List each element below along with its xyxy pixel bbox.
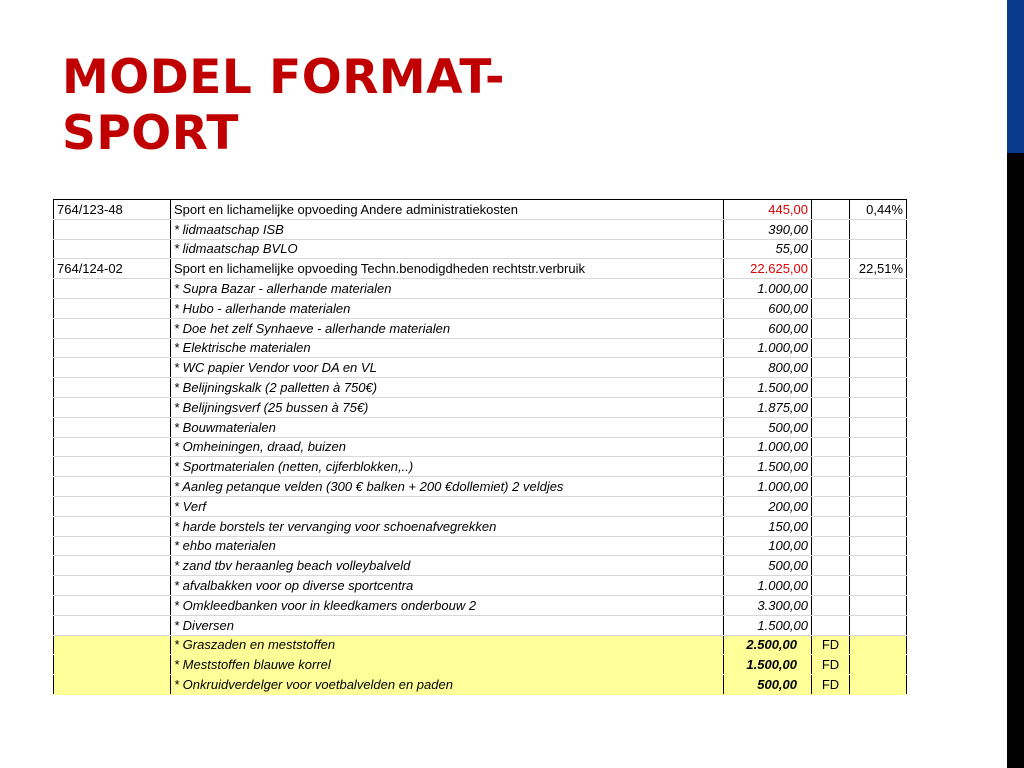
percentage-cell xyxy=(850,576,907,596)
flag-cell xyxy=(812,397,850,417)
amount-cell: 1.500,00 xyxy=(724,457,812,477)
account-code-cell xyxy=(54,279,171,299)
table-row xyxy=(54,615,907,635)
account-code-cell xyxy=(54,239,171,259)
flag-cell: FD xyxy=(812,635,850,655)
description-cell: * WC papier Vendor voor DA en VL xyxy=(171,358,724,378)
amount-cell: 390,00 xyxy=(724,219,812,239)
amount-cell: 55,00 xyxy=(724,239,812,259)
account-code-cell xyxy=(54,536,171,556)
flag-cell xyxy=(812,378,850,398)
account-code-cell xyxy=(54,338,171,358)
amount-cell: 1.000,00 xyxy=(724,338,812,358)
description-cell: * Diversen xyxy=(171,615,724,635)
flag-cell xyxy=(812,556,850,576)
account-code-cell xyxy=(54,615,171,635)
account-code-cell xyxy=(54,397,171,417)
description-cell: * Bouwmaterialen xyxy=(171,417,724,437)
description-cell: * Aanleg petanque velden (300 € balken + 200 €dollemiet) 2 veldjes xyxy=(171,477,724,497)
table-row xyxy=(54,595,907,615)
flag-cell xyxy=(812,437,850,457)
flag-cell xyxy=(812,595,850,615)
flag-cell xyxy=(812,536,850,556)
table-row xyxy=(54,200,907,220)
amount-cell: 1.500,00 xyxy=(724,378,812,398)
percentage-cell xyxy=(850,338,907,358)
amount-cell: 600,00 xyxy=(724,298,812,318)
account-code-cell xyxy=(54,595,171,615)
description-cell: * Omkleedbanken voor in kleedkamers onderbouw 2 xyxy=(171,595,724,615)
table-row xyxy=(54,279,907,299)
description-cell: * zand tbv heraanleg beach volleybalveld xyxy=(171,556,724,576)
flag-cell: FD xyxy=(812,655,850,675)
amount-cell: 1.000,00 xyxy=(724,576,812,596)
table-row xyxy=(54,516,907,536)
amount-cell: 800,00 xyxy=(724,358,812,378)
table-row xyxy=(54,675,907,695)
table-row xyxy=(54,417,907,437)
account-code-cell: 764/123-48 xyxy=(54,200,171,220)
percentage-cell xyxy=(850,397,907,417)
table-row xyxy=(54,635,907,655)
description-cell: * ehbo materialen xyxy=(171,536,724,556)
account-code-cell xyxy=(54,457,171,477)
flag-cell xyxy=(812,219,850,239)
table-row xyxy=(54,556,907,576)
percentage-cell xyxy=(850,239,907,259)
amount-cell: 1.000,00 xyxy=(724,477,812,497)
description-cell: * Hubo - allerhande materialen xyxy=(171,298,724,318)
flag-cell xyxy=(812,298,850,318)
amount-cell: 1.000,00 xyxy=(724,279,812,299)
percentage-cell xyxy=(850,536,907,556)
amount-cell: 22.625,00 xyxy=(724,259,812,279)
side-accent-bar-top xyxy=(1007,0,1024,153)
description-cell: * Supra Bazar - allerhande materialen xyxy=(171,279,724,299)
percentage-cell xyxy=(850,496,907,516)
percentage-cell xyxy=(850,516,907,536)
account-code-cell xyxy=(54,516,171,536)
table-row xyxy=(54,437,907,457)
description-cell: * lidmaatschap ISB xyxy=(171,219,724,239)
table-row xyxy=(54,318,907,338)
budget-table xyxy=(53,199,907,695)
side-accent-bar xyxy=(1007,0,1024,768)
table-row xyxy=(54,298,907,318)
description-cell: * harde borstels ter vervanging voor schoenafvegrekken xyxy=(171,516,724,536)
percentage-cell xyxy=(850,298,907,318)
description-cell: * Belijningskalk (2 palletten à 750€) xyxy=(171,378,724,398)
percentage-cell: 0,44% xyxy=(850,200,907,220)
amount-cell: 200,00 xyxy=(724,496,812,516)
flag-cell xyxy=(812,615,850,635)
flag-cell xyxy=(812,477,850,497)
slide-title-line-2: SPORT xyxy=(62,106,239,161)
table-row xyxy=(54,576,907,596)
flag-cell xyxy=(812,516,850,536)
account-code-cell xyxy=(54,437,171,457)
flag-cell xyxy=(812,239,850,259)
account-code-cell xyxy=(54,655,171,675)
description-cell: * Onkruidverdelger voor voetbalvelden en paden xyxy=(171,675,724,695)
description-cell: * Sportmaterialen (netten, cijferblokken,..) xyxy=(171,457,724,477)
flag-cell xyxy=(812,576,850,596)
amount-cell: 100,00 xyxy=(724,536,812,556)
description-cell: * Omheiningen, draad, buizen xyxy=(171,437,724,457)
percentage-cell xyxy=(850,655,907,675)
description-cell: * afvalbakken voor op diverse sportcentra xyxy=(171,576,724,596)
amount-cell: 1.875,00 xyxy=(724,397,812,417)
account-code-cell xyxy=(54,417,171,437)
account-code-cell xyxy=(54,556,171,576)
description-cell: * Verf xyxy=(171,496,724,516)
account-code-cell xyxy=(54,576,171,596)
percentage-cell: 22,51% xyxy=(850,259,907,279)
slide-title-line-1: MODEL FORMAT- xyxy=(62,50,506,105)
percentage-cell xyxy=(850,556,907,576)
table-row xyxy=(54,397,907,417)
percentage-cell xyxy=(850,675,907,695)
description-cell: * Doe het zelf Synhaeve - allerhande materialen xyxy=(171,318,724,338)
description-cell: * Elektrische materialen xyxy=(171,338,724,358)
amount-cell: 500,00 xyxy=(724,675,812,695)
amount-cell: 600,00 xyxy=(724,318,812,338)
amount-cell: 500,00 xyxy=(724,556,812,576)
flag-cell xyxy=(812,457,850,477)
flag-cell xyxy=(812,279,850,299)
account-code-cell: 764/124-02 xyxy=(54,259,171,279)
table-row xyxy=(54,219,907,239)
percentage-cell xyxy=(850,477,907,497)
flag-cell xyxy=(812,200,850,220)
flag-cell xyxy=(812,338,850,358)
amount-cell: 1.000,00 xyxy=(724,437,812,457)
table-row xyxy=(54,457,907,477)
percentage-cell xyxy=(850,595,907,615)
percentage-cell xyxy=(850,457,907,477)
account-code-cell xyxy=(54,635,171,655)
account-code-cell xyxy=(54,675,171,695)
percentage-cell xyxy=(850,378,907,398)
table-row xyxy=(54,259,907,279)
flag-cell xyxy=(812,496,850,516)
flag-cell xyxy=(812,358,850,378)
percentage-cell xyxy=(850,318,907,338)
amount-cell: 445,00 xyxy=(724,200,812,220)
flag-cell: FD xyxy=(812,675,850,695)
percentage-cell xyxy=(850,219,907,239)
amount-cell: 500,00 xyxy=(724,417,812,437)
description-cell: * lidmaatschap BVLO xyxy=(171,239,724,259)
percentage-cell xyxy=(850,635,907,655)
table-row xyxy=(54,378,907,398)
account-code-cell xyxy=(54,318,171,338)
percentage-cell xyxy=(850,279,907,299)
description-cell: Sport en lichamelijke opvoeding Techn.benodigdheden rechtstr.verbruik xyxy=(171,259,724,279)
table-row xyxy=(54,338,907,358)
table-row xyxy=(54,496,907,516)
amount-cell: 3.300,00 xyxy=(724,595,812,615)
percentage-cell xyxy=(850,358,907,378)
flag-cell xyxy=(812,318,850,338)
description-cell: * Belijningsverf (25 bussen à 75€) xyxy=(171,397,724,417)
account-code-cell xyxy=(54,496,171,516)
percentage-cell xyxy=(850,437,907,457)
account-code-cell xyxy=(54,358,171,378)
flag-cell xyxy=(812,417,850,437)
flag-cell xyxy=(812,259,850,279)
budget-table-body xyxy=(54,200,907,695)
percentage-cell xyxy=(850,417,907,437)
table-row xyxy=(54,536,907,556)
account-code-cell xyxy=(54,219,171,239)
account-code-cell xyxy=(54,477,171,497)
amount-cell: 1.500,00 xyxy=(724,615,812,635)
table-row xyxy=(54,655,907,675)
description-cell: * Graszaden en meststoffen xyxy=(171,635,724,655)
amount-cell: 2.500,00 xyxy=(724,635,812,655)
description-cell: Sport en lichamelijke opvoeding Andere administratiekosten xyxy=(171,200,724,220)
slide-title xyxy=(62,50,505,162)
account-code-cell xyxy=(54,378,171,398)
percentage-cell xyxy=(850,615,907,635)
description-cell: * Meststoffen blauwe korrel xyxy=(171,655,724,675)
account-code-cell xyxy=(54,298,171,318)
table-row xyxy=(54,358,907,378)
table-row xyxy=(54,239,907,259)
amount-cell: 150,00 xyxy=(724,516,812,536)
table-row xyxy=(54,477,907,497)
amount-cell: 1.500,00 xyxy=(724,655,812,675)
